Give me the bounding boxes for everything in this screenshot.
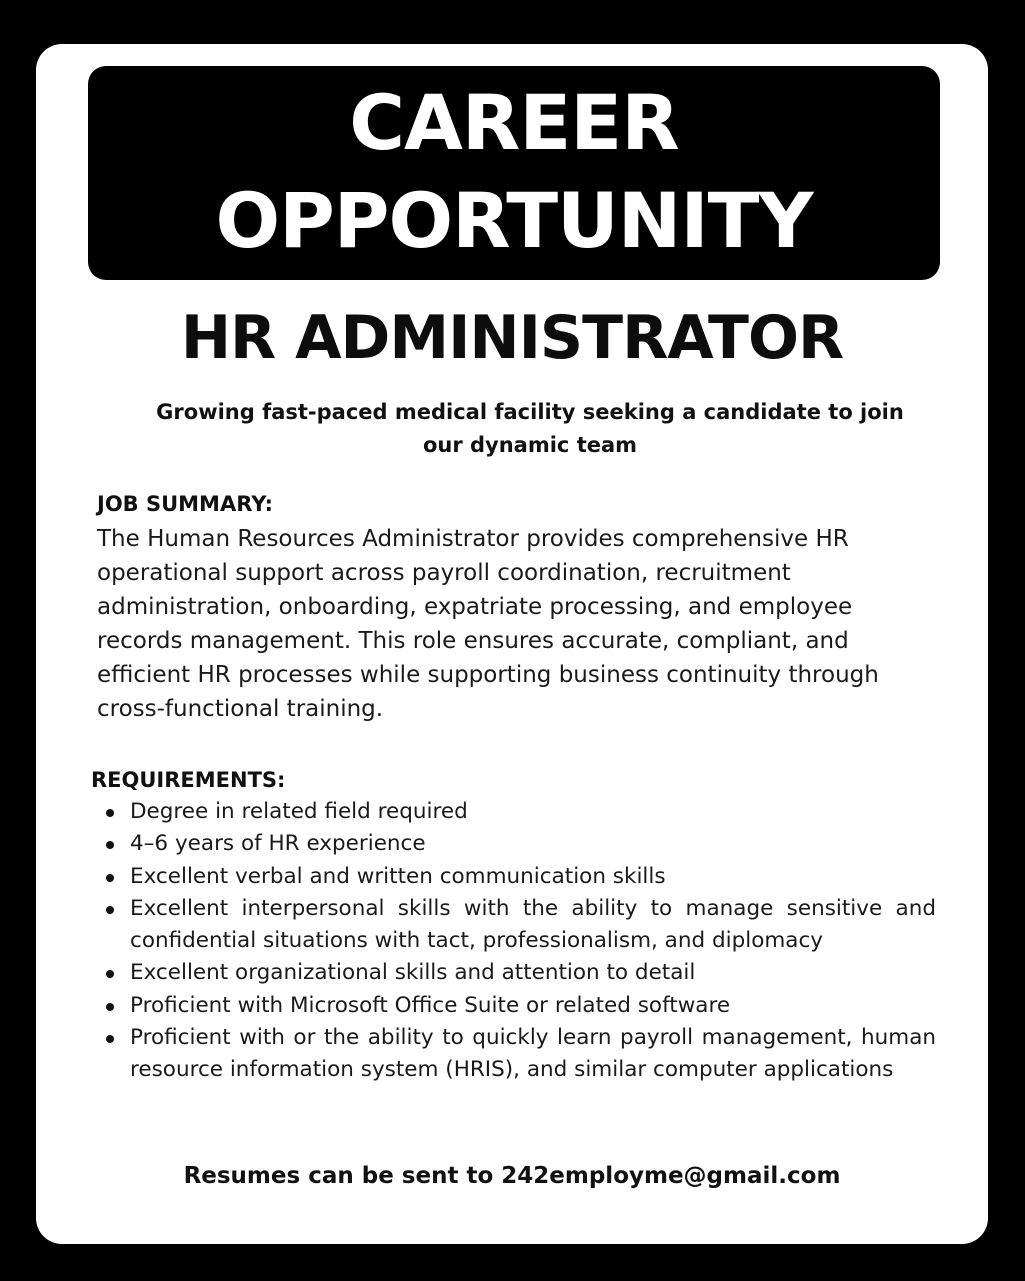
requirement-text: Excellent verbal and written communication skills (130, 863, 666, 889)
requirement-text: Excellent organizational skills and attention to detail (130, 960, 696, 986)
contact-line: Resumes can be sent to 242employme@gmail.com (183, 1163, 841, 1189)
bullet-icon (106, 841, 114, 849)
bullet-icon (106, 874, 114, 882)
job-summary-text: The Human Resources Administrator provides comprehensive HR operational support across payroll coordination, recruitment administration, onboarding, expatriate processing, and employee records management. This role ensures accurate, compliant, and efficient HR processes while supporting business continuity through cross-functional training. (97, 526, 879, 722)
requirement-item (106, 828, 936, 860)
requirements-heading: REQUIREMENTS: (91, 768, 286, 792)
requirement-text: Proficient with or the ability to quickly learn payroll management, human resource information system (HRIS), and similar computer applications (130, 1025, 936, 1083)
requirement-text: 4–6 years of HR experience (130, 831, 426, 857)
requirement-text: Proficient with Microsoft Office Suite or related software (130, 992, 731, 1018)
requirement-item (106, 893, 936, 958)
requirement-text: Excellent interpersonal skills with the ability to manage sensitive and confidential situations with tact, professionalism, and diplomacy (130, 895, 936, 954)
requirement-item (106, 1022, 936, 1087)
headline-line-1: CAREER (349, 78, 679, 167)
tagline: Growing fast-paced medical facility seeking a candidate to join our dynamic team (156, 400, 904, 457)
bullet-icon (106, 906, 114, 914)
requirement-item (106, 990, 936, 1022)
requirement-item (106, 957, 936, 989)
requirement-text: Degree in related field required (130, 799, 468, 824)
job-title: HR ADMINISTRATOR (180, 303, 844, 373)
job-poster-card (36, 44, 988, 1244)
bullet-icon (106, 1035, 114, 1043)
bullet-icon (106, 809, 114, 817)
headline-line-2: OPPORTUNITY (215, 176, 813, 265)
job-summary-heading: JOB SUMMARY: (97, 492, 274, 516)
headline-banner (88, 66, 940, 280)
requirement-item (106, 861, 936, 893)
bullet-icon (106, 1003, 114, 1011)
requirement-item (106, 796, 936, 828)
bullet-icon (106, 970, 114, 978)
requirements-list (106, 796, 936, 1087)
